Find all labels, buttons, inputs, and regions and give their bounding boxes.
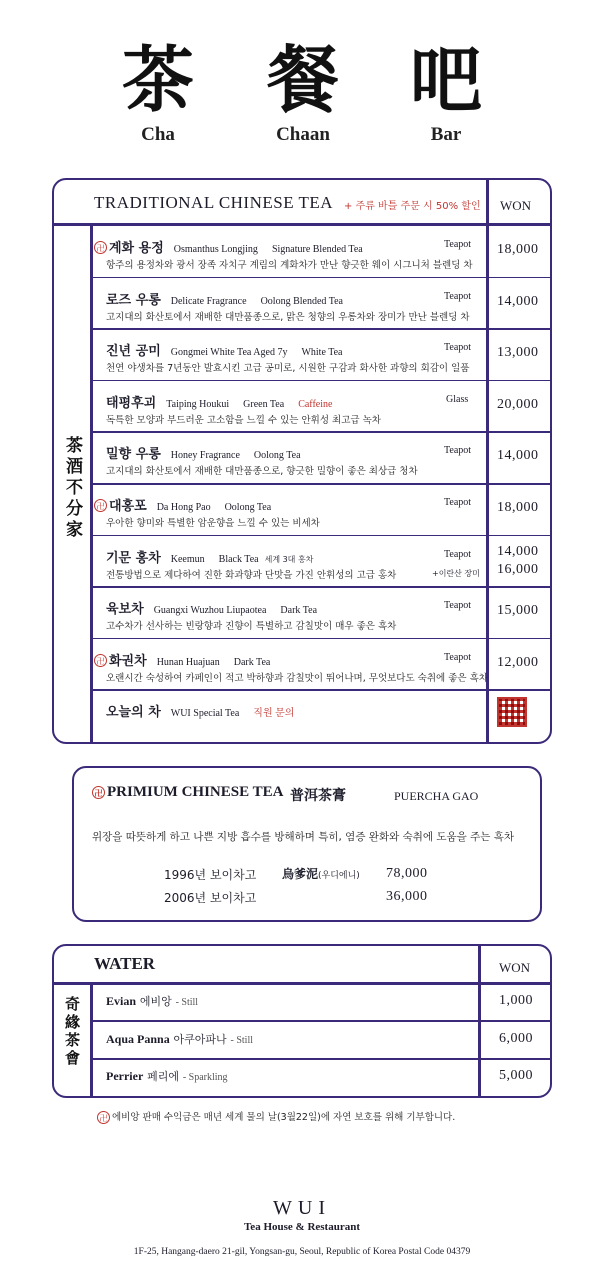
tea-type: Dark Tea (233, 656, 271, 668)
title-char-bar: 吧 (409, 37, 483, 122)
tea-extra: 직원 문의 (253, 708, 295, 720)
water-price-aqua-panna: 6,000 (499, 1031, 533, 1046)
tea-name-en: Osmanthus Longjing (173, 244, 258, 255)
premium-title: PRIMIUM CHINESE TEA (107, 784, 284, 800)
tea-note: 세계 3대 홍차 (264, 554, 314, 564)
serve-type: Teapot (444, 651, 472, 663)
side-label-tea: 茶酒不分家 (62, 436, 82, 541)
tea-price: 18,000 (497, 242, 539, 257)
tea-name-line (106, 340, 343, 359)
footer-address: 1F-25, Hangang-daero 21-gil, Yongsan-gu, Seoul, Republic of Korea Postal Code 04379 (133, 1247, 471, 1257)
tea-name-line (94, 237, 363, 256)
tea-section-title: TRADITIONAL CHINESE TEA (94, 193, 334, 212)
water-item-perrier (106, 1068, 228, 1084)
tea-row (92, 277, 550, 329)
tea-row (92, 638, 550, 690)
tea-row (92, 380, 550, 432)
tea-name-ko: 육보차 (106, 602, 144, 618)
tea-name-line (106, 547, 313, 566)
tea-name-en: Gongmei White Tea Aged 7y (170, 347, 288, 359)
tea-description: 항주의 용정차와 광서 장족 자치구 계림의 계화차가 만난 향긋한 웨이 시그니처 블렌딩 차 (106, 260, 473, 271)
tea-name-line (106, 392, 332, 411)
water-name-ko: 에비앙 (139, 995, 172, 1008)
tea-type: Oolong Blended Tea (260, 295, 343, 307)
premium-item-ko-text: (우디에니) (318, 871, 360, 881)
premium-en-name: PUERCHA GAO (394, 789, 479, 803)
water-donation-note (97, 1109, 455, 1124)
seal-icon: 卍 (94, 654, 107, 667)
currency-header: WON (500, 198, 532, 213)
tea-price: 18,000 (497, 500, 539, 515)
tea-name-line (106, 289, 343, 308)
water-name-en: Perrier (106, 1069, 144, 1083)
premium-price-2006: 36,000 (386, 889, 428, 904)
water-price-perrier: 5,000 (499, 1068, 533, 1083)
seal-icon: 卍 (94, 499, 107, 512)
tea-name-ko: 기문 홍차 (106, 550, 161, 566)
water-name-ko: 아쿠아파나 (173, 1033, 227, 1046)
tea-type: White Tea (301, 347, 343, 359)
tea-description: 오랜시간 숙성하여 카페인이 적고 박하향과 감칠맛이 뛰어나며, 무엇보다도 숙취에 좋은 흑차 (106, 672, 488, 684)
premium-cn-name: 普洱茶膏 (290, 788, 346, 804)
tea-description: 고지대의 화산토에서 재배한 대만품종으로, 맑은 청향의 우롱차와 장미가 만난 블렌딩 차 (106, 311, 470, 323)
water-type: - Still (230, 1035, 254, 1046)
tea-price: 14,000 (497, 293, 539, 309)
side-label-water: 奇緣茶會 (63, 996, 81, 1068)
tea-name-ko: 로즈 우롱 (106, 292, 161, 308)
tea-type: Dark Tea (280, 605, 318, 617)
tea-row (92, 535, 550, 587)
premium-item-1996: 1996년 보이차고 (164, 868, 257, 882)
tea-name-ko: 태평후괴 (106, 395, 157, 411)
footer-brand: WUI (273, 1197, 331, 1219)
water-name-ko: 페리에 (147, 1070, 180, 1083)
serve-type: Teapot (444, 239, 472, 250)
tea-name-line (94, 495, 271, 514)
tea-type: Black Tea (218, 553, 259, 565)
tea-row (92, 689, 550, 741)
tea-type: Oolong Tea (253, 450, 301, 462)
footer-tagline: Tea House & Restaurant (243, 1221, 360, 1233)
tea-price: 15,000 (497, 603, 539, 619)
tea-name-line (106, 598, 317, 617)
water-item-evian (106, 993, 198, 1009)
serve-type: Glass (446, 393, 469, 405)
tea-name-en: Honey Fragrance (170, 450, 240, 462)
serve-type: Teapot (444, 290, 472, 302)
tea-price: 20,000 (497, 396, 539, 412)
page-title (0, 37, 604, 122)
tea-row (92, 483, 550, 535)
premium-item-2006: 2006년 보이차고 (164, 891, 257, 905)
tea-price: 14,000 (497, 543, 539, 559)
title-word-chaan: Chaan (276, 124, 330, 145)
title-word-cha: Cha (141, 124, 175, 145)
premium-price-1996: 78,000 (386, 866, 428, 881)
tea-type: Oolong Tea (224, 502, 272, 513)
water-type: - Sparkling (182, 1072, 228, 1083)
tea-description: 고수차가 선사하는 빈랑향과 진향이 특별하고 감칠맛이 매우 좋은 흑차 (106, 621, 397, 633)
tea-price: 12,000 (497, 654, 539, 670)
tea-description: 전통방법으로 제다하여 진한 화과향과 단맛을 가진 안휘성의 고급 홍차 (106, 569, 397, 581)
water-title: WATER (94, 954, 156, 973)
tea-row (92, 225, 550, 277)
title-char-chaan: 餐 (266, 37, 340, 122)
tea-name-ko: 진년 공미 (106, 344, 161, 360)
serve-type: Teapot (444, 342, 472, 354)
tea-name-ko: 밀향 우롱 (106, 447, 161, 463)
serve-type: Teapot (444, 445, 472, 457)
tea-name-line (106, 443, 301, 462)
water-type: - Still (175, 997, 199, 1008)
premium-item-1996-cn (282, 865, 360, 882)
tea-name-en: Hunan Huajuan (156, 656, 220, 668)
title-word-bar: Bar (430, 124, 462, 145)
water-item-aqua-panna (106, 1031, 253, 1047)
promo-text: + 주류 바틀 주문 시 50% 할인 (344, 201, 481, 212)
tea-name-en: WUI Special Tea (170, 708, 240, 720)
tea-description: 독특한 모양과 부드러운 고소함을 느낄 수 있는 안휘성 최고급 녹차 (106, 414, 381, 426)
tea-type: Signature Blended Tea (271, 244, 363, 255)
tea-name-ko: 화권차 (109, 653, 147, 669)
tea-type: Green Tea (243, 398, 285, 410)
water-note-text: 에비앙 판매 수익금은 매년 세계 물의 날(3월22일)에 자연 보호를 위해 기부합니다. (112, 1112, 456, 1123)
tea-addon: +이란산 장미 (432, 568, 480, 578)
tea-name-ko: 계화 용정 (109, 241, 164, 256)
tea-name-line (106, 701, 294, 720)
tea-row (92, 431, 550, 483)
tea-description: 천연 야생차를 7년동안 발효시킨 고급 공미로, 시원한 구감과 화사한 과향의 회감이 일품 (106, 363, 470, 375)
water-name-en: Aqua Panna (106, 1032, 170, 1046)
tea-row (92, 586, 550, 638)
tea-name-en: Da Hong Pao (156, 502, 211, 513)
serve-type: Teapot (444, 600, 472, 612)
tea-row (92, 328, 550, 380)
tea-name-en: Delicate Fragrance (170, 295, 247, 307)
seal-icon: 卍 (92, 786, 105, 799)
water-currency: WON (499, 960, 531, 975)
premium-description: 위장을 따뜻하게 하고 나쁜 지방 흡수를 방해하며 특히, 염증 완화와 숙취에 도움을 주는 흑차 (92, 831, 515, 843)
tea-name-en: Guangxi Wuzhou Liupaotea (153, 605, 267, 617)
tea-description: 우아한 향미와 특별한 암운향을 느낄 수 있는 비세차 (106, 518, 320, 529)
tea-name-en: Taiping Houkui (166, 398, 230, 410)
tea-description: 고지대의 화산토에서 재배한 대만품종으로, 향긋한 밀향이 좋은 최상급 청차 (106, 466, 418, 478)
tea-name-line (94, 650, 270, 669)
water-name-en: Evian (106, 994, 137, 1008)
premium-item-cn-text: 烏爹泥 (282, 867, 319, 881)
tea-price: 13,000 (497, 345, 539, 361)
tea-name-ko: 대홍포 (109, 499, 147, 514)
tea-price-with-addon: 16,000 (497, 561, 539, 577)
premium-title-row (92, 784, 283, 801)
seal-icon: 卍 (97, 1111, 110, 1124)
title-char-cha: 茶 (121, 37, 195, 122)
tea-extra: Caffeine (298, 398, 333, 410)
tea-name-en: Keemun (170, 553, 205, 565)
serve-type: Teapot (444, 497, 472, 508)
water-price-evian: 1,000 (499, 993, 533, 1008)
qr-code-icon[interactable] (497, 697, 527, 727)
tea-name-ko: 오늘의 차 (106, 705, 161, 721)
serve-type: Teapot (444, 548, 472, 560)
tea-price: 14,000 (497, 448, 539, 464)
seal-icon: 卍 (94, 241, 107, 254)
